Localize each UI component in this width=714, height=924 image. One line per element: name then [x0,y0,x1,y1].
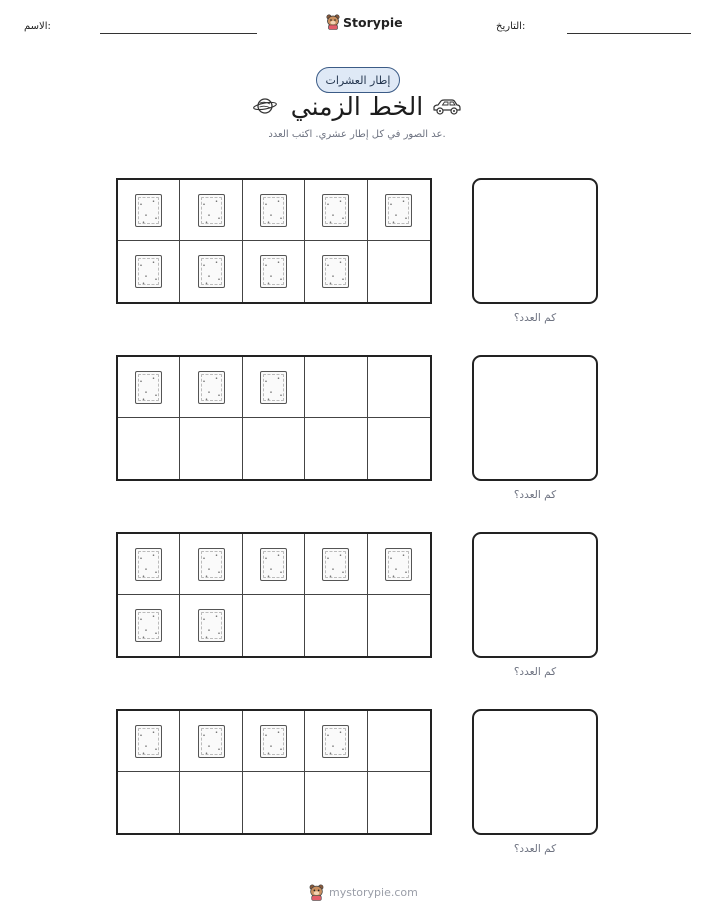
frame-cell [180,357,242,418]
frame-cell [368,595,430,656]
answer-box-2[interactable] [472,355,598,481]
date-line[interactable] [567,33,691,34]
answer-box-3[interactable] [472,532,598,658]
counter-picture-icon [260,255,287,288]
counter-picture-icon [385,548,412,581]
frame-cell [180,241,242,302]
counter-picture-icon [135,548,162,581]
name-label: الاسم: [24,21,51,32]
counter-picture-icon [322,548,349,581]
frame-cell [305,534,367,595]
counter-picture-icon [135,194,162,227]
frame-cell [118,595,180,656]
frame-cell [118,534,180,595]
name-line[interactable] [100,33,257,34]
frame-cell [180,711,242,772]
frame-cell [243,534,305,595]
instructions: عد الصور في كل إطار عشري. اكتب العدد. [268,129,446,140]
frame-cell [368,711,430,772]
frame-cell [180,595,242,656]
counter-picture-icon [135,371,162,404]
counter-picture-icon [322,725,349,758]
ten-frame-3 [116,532,432,658]
answer-prompt-3: كم العدد؟ [513,666,557,678]
frame-cell [180,418,242,479]
frame-cell [118,772,180,833]
answer-box-4[interactable] [472,709,598,835]
counter-picture-icon [198,725,225,758]
frame-cell [305,772,367,833]
ten-frame-1 [116,178,432,304]
counter-picture-icon [198,548,225,581]
answer-box-1[interactable] [472,178,598,304]
counter-picture-icon [198,255,225,288]
frame-cell [243,241,305,302]
page-title: الخط الزمني [290,92,424,121]
car-icon [431,97,463,117]
bear-mascot-icon [326,14,340,30]
counter-picture-icon [198,371,225,404]
frame-cell [243,357,305,418]
frame-cell [305,180,367,241]
frame-cell [118,711,180,772]
counter-picture-icon [260,725,287,758]
frame-cell [305,241,367,302]
counter-picture-icon [135,609,162,642]
frame-cell [243,772,305,833]
frame-cell [368,534,430,595]
counter-picture-icon [322,255,349,288]
counter-picture-icon [198,194,225,227]
brand-logo [326,14,403,30]
counter-picture-icon [260,548,287,581]
frame-cell [243,711,305,772]
footer [309,884,418,901]
frame-cell [305,357,367,418]
frame-cell [368,357,430,418]
counter-picture-icon [135,725,162,758]
answer-prompt-2: كم العدد؟ [513,489,557,501]
footer-url[interactable]: mystorypie.com [329,886,418,899]
frame-cell [368,772,430,833]
frame-cell [368,180,430,241]
frame-cell [368,241,430,302]
answer-prompt-1: كم العدد؟ [513,312,557,324]
frame-cell [243,418,305,479]
frame-cell [368,418,430,479]
ten-frame-4 [116,709,432,835]
frame-cell [305,595,367,656]
frame-cell [180,534,242,595]
frame-cell [243,595,305,656]
ten-frame-2 [116,355,432,481]
frame-cell [118,357,180,418]
counter-picture-icon [135,255,162,288]
frame-cell [118,241,180,302]
frame-cell [305,711,367,772]
frame-cell [243,180,305,241]
date-label: التاريخ: [496,21,526,32]
topic-badge: إطار العشرات [316,67,400,93]
counter-picture-icon [198,609,225,642]
counter-picture-icon [260,371,287,404]
counter-picture-icon [322,194,349,227]
bear-mascot-icon [309,884,324,901]
answer-prompt-4: كم العدد؟ [513,843,557,855]
frame-cell [118,418,180,479]
frame-cell [180,180,242,241]
frame-cell [305,418,367,479]
frame-cell [118,180,180,241]
frame-cell [180,772,242,833]
counter-picture-icon [385,194,412,227]
counter-picture-icon [260,194,287,227]
brand-name: Storypie [343,14,403,30]
